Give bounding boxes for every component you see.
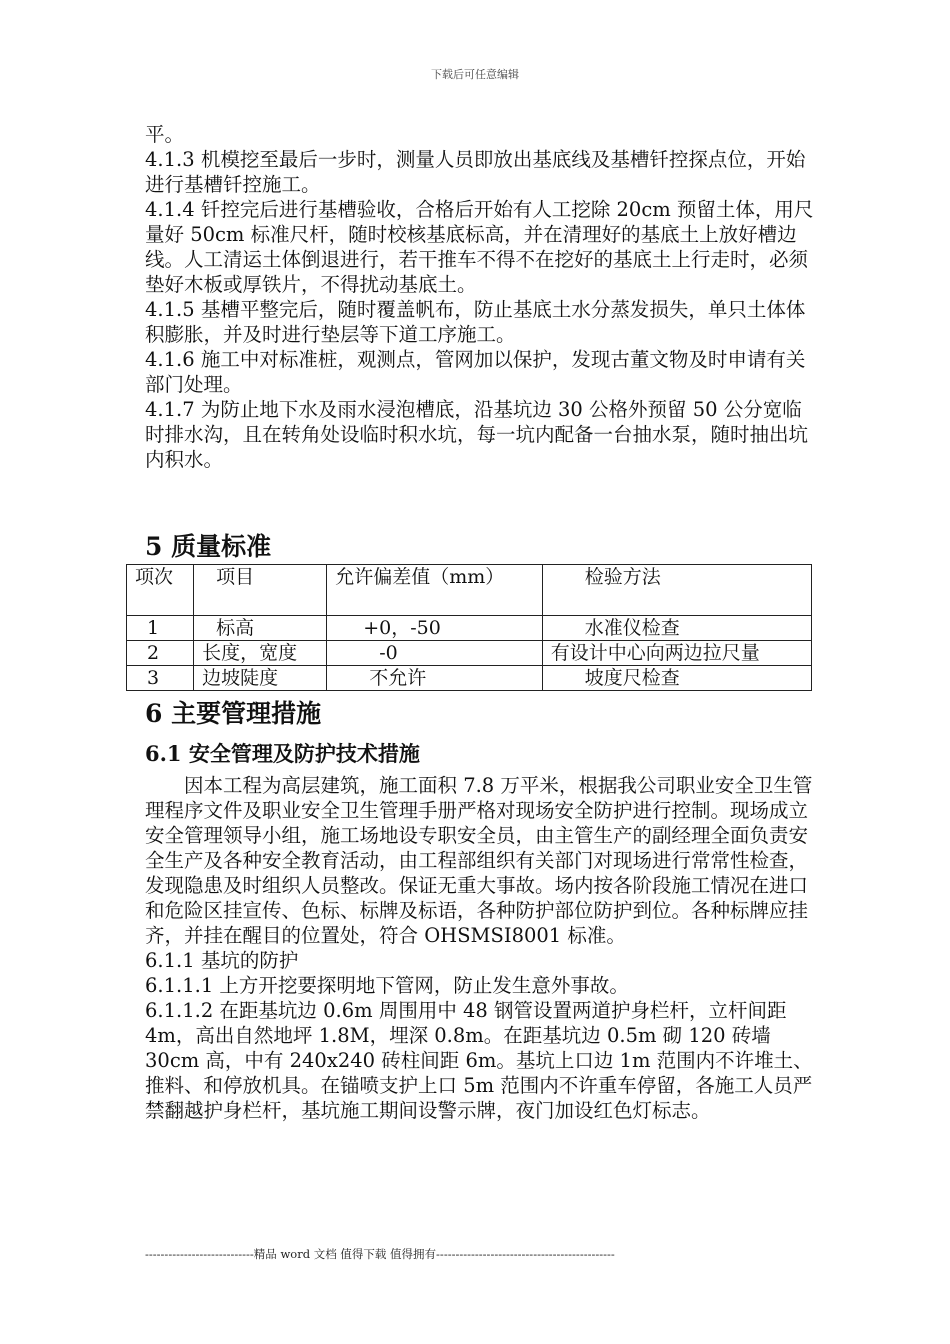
- paragraph: 4.1.5 基槽平整完后，随时覆盖帆布，防止基底土水分蒸发损失，单只土体体积膨胀，并及时进行垫层等下道工序施工。: [145, 298, 806, 346]
- table-cell: 边坡陡度: [194, 666, 327, 691]
- table-row: [127, 666, 812, 691]
- table-header-cell: 检验方法: [542, 565, 811, 616]
- table-cell: 长度，宽度: [194, 641, 327, 666]
- table-header-cell: 项目: [194, 565, 327, 616]
- paragraph: 平。: [145, 123, 185, 146]
- table-cell: 3: [127, 666, 194, 691]
- paragraph: 4.1.4 钎控完后进行基槽验收，合格后开始有人工挖除 20cm 预留土体，用尺量好 50cm 标准尺杆，随时校核基底标高，并在清理好的基底土上放好槽边线。人工清运土体倒退进行，若干推车不得不在挖好的基底土上行走时，必须垫好木板或厚铁片，不得扰动基底土。: [145, 198, 814, 296]
- paragraph: 4.1.3 机模挖至最后一步时，测量人员即放出基底线及基槽钎控探点位，开始进行基槽钎控施工。: [145, 148, 806, 196]
- section-5-title: 5 质量标准: [145, 532, 272, 561]
- table-header-cell: 项次: [127, 565, 194, 616]
- page-footer: ----------------------------精品 word 文档 值得下载 值得拥有----------------------------------------------: [145, 1247, 615, 1261]
- table-cell: 标高: [194, 616, 327, 641]
- document-body: [135, 122, 815, 1123]
- table-cell: -0: [327, 641, 542, 666]
- page-header: 下载后可任意编辑: [431, 68, 519, 81]
- quality-standard-table: [126, 564, 812, 691]
- table-row: [127, 616, 812, 641]
- table-header-cell: 允许偏差值（mm）: [327, 565, 542, 616]
- table-cell: 2: [127, 641, 194, 666]
- table-cell: 不允许: [327, 666, 542, 691]
- paragraph: 4.1.6 施工中对标准桩，观测点，管网加以保护，发现古董文物及时申请有关部门处理。: [145, 348, 806, 396]
- paragraph: 因本工程为高层建筑，施工面积 7.8 万平米，根据我公司职业安全卫生管理程序文件及职业安全卫生管理手册严格对现场安全防护进行控制。现场成立安全管理领导小组，施工场地设专职安全员，由主管生产的副经理全面负责安全生产及各种安全教育活动，由工程部组织有关部门对现场进行常常性检查，发现隐患及时组织人员整改。保证无重大事故。场内按各阶段施工情况在进口和危险区挂宣传、色标、标牌及标语，各种防护部位防护到位。各种标牌应挂齐，并挂在醒目的位置处，符合 OHSMSI8001 标准。: [145, 774, 813, 947]
- table-header-row: [127, 565, 812, 616]
- paragraph: 6.1.1.2 在距基坑边 0.6m 周围用中 48 钢管设置两道护身栏杆，立杆间距 4m，高出自然地坪 1.8M，埋深 0.8m。在距基坑边 0.5m 砌 120 砖墙 30cm 高，中有 240x240 砖柱间距 6m。基坑上口边 1m 范围内不许堆土、推料、和停放机具。在锚喷支护上口 5m 范围内不许重车停留，各施工人员严禁翻越护身栏杆，基坑施工期间设警示牌，夜门加设红色灯标志。: [145, 999, 813, 1122]
- table-row: [127, 641, 812, 666]
- section-6-title: 6 主要管理措施: [145, 699, 322, 728]
- paragraph: 6.1.1.1 上方开挖要探明地下管网，防止发生意外事故。: [145, 974, 629, 997]
- table-cell: 坡度尺检查: [542, 666, 811, 691]
- table-cell: +0，-50: [327, 616, 542, 641]
- paragraph: 6.1.1 基坑的防护: [145, 949, 299, 972]
- paragraph: 4.1.7 为防止地下水及雨水浸泡槽底，沿基坑边 30 公格外预留 50 公分宽临时排水沟，且在转角处设临时积水坑，每一坑内配备一台抽水泵，随时抽出坑内积水。: [145, 398, 809, 471]
- table-cell: 水准仪检查: [542, 616, 811, 641]
- table-cell: 有设计中心向两边拉尺量: [542, 641, 811, 666]
- table-cell: 1: [127, 616, 194, 641]
- section-6-1-title: 6.1 安全管理及防护技术措施: [145, 741, 420, 766]
